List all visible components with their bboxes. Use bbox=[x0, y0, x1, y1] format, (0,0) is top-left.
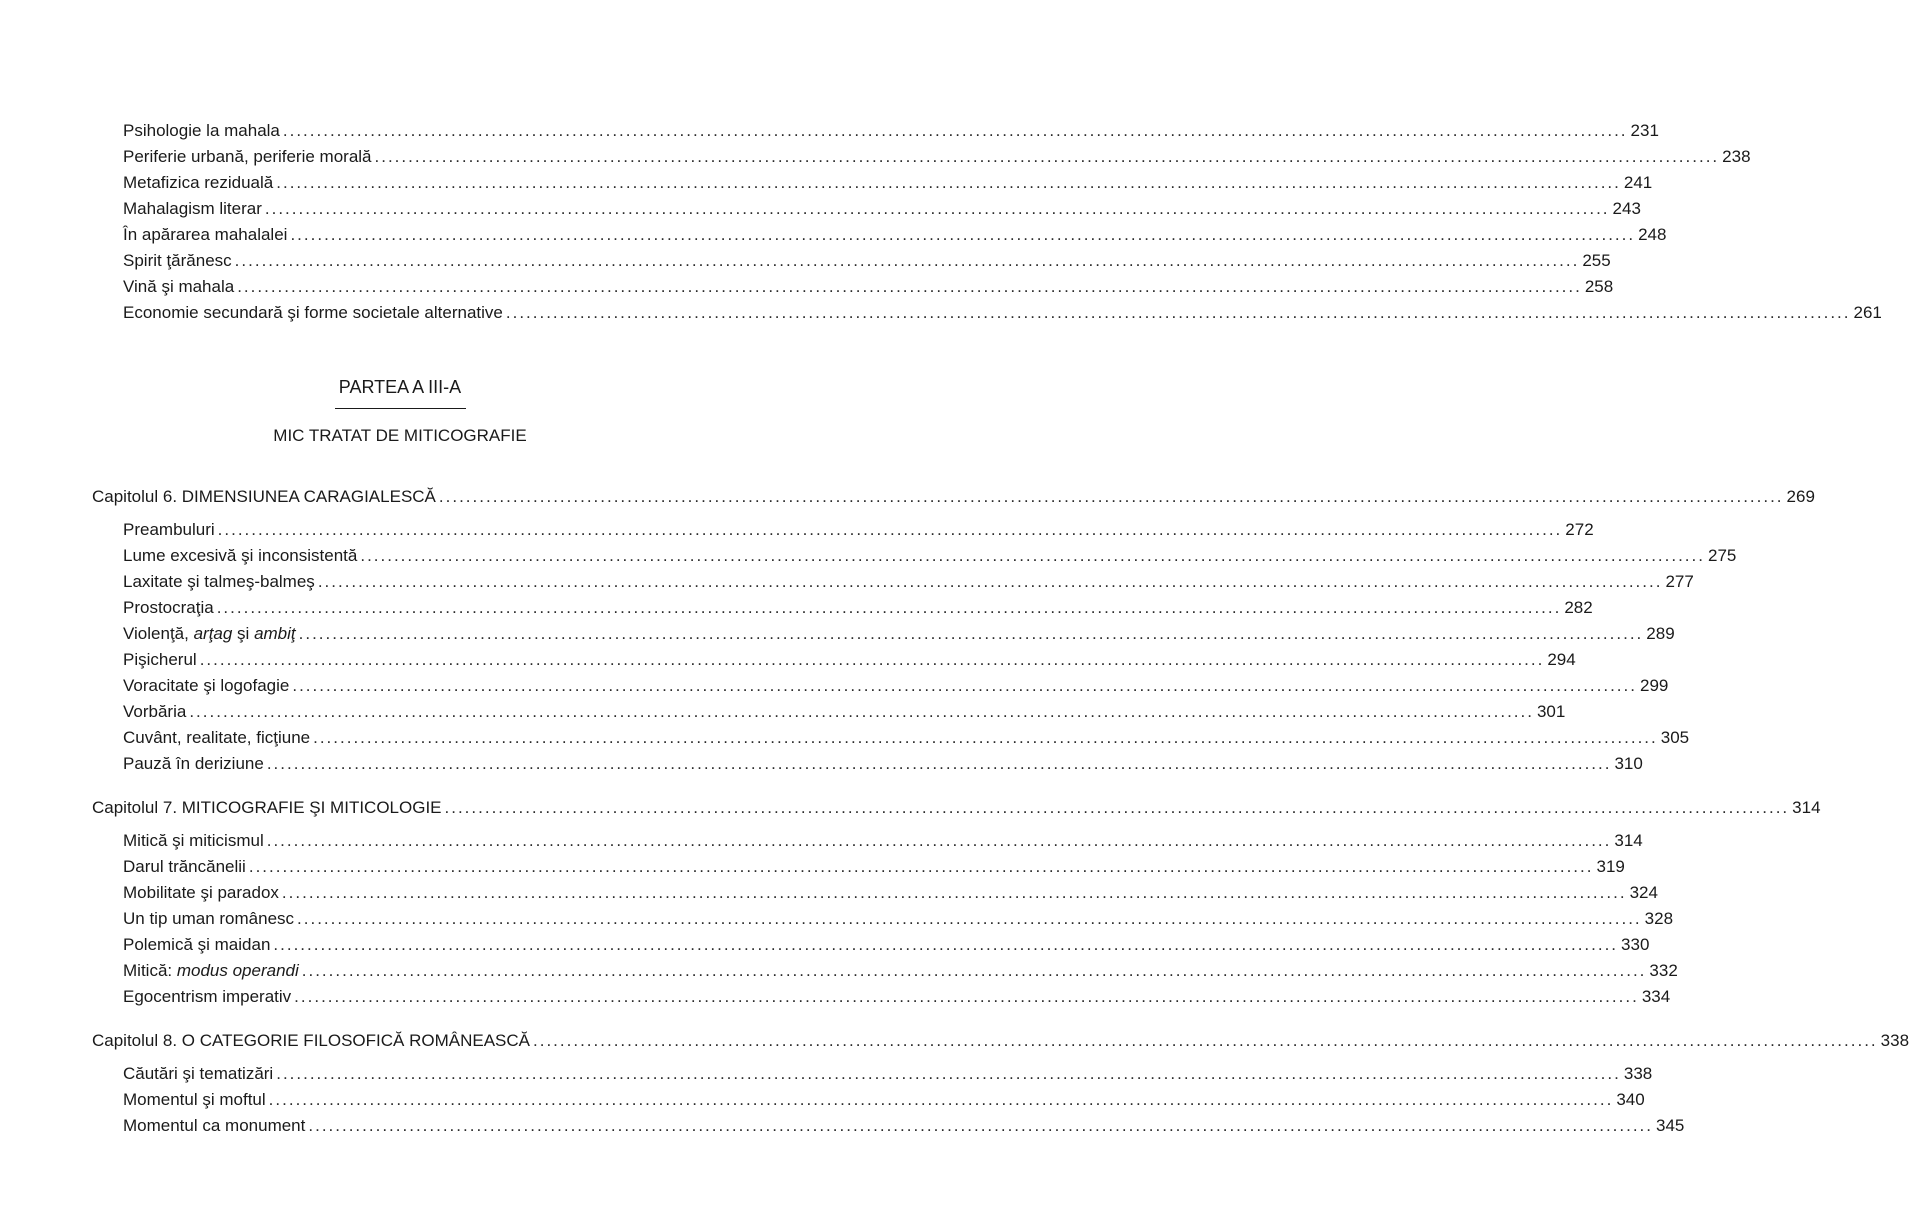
part-heading bbox=[0, 374, 800, 400]
toc-entry-title: Pişicherul bbox=[123, 650, 197, 669]
toc-entry-title: Spirit ţărănesc bbox=[123, 251, 232, 270]
part-heading-text: PARTEA A III-A bbox=[338, 377, 462, 397]
toc-entry[interactable] bbox=[123, 673, 1669, 699]
toc-entry-page: 324 bbox=[1629, 883, 1658, 902]
toc-entry-title: În apărarea mahalalei bbox=[123, 225, 288, 244]
toc-entry[interactable] bbox=[123, 854, 1625, 880]
dot-leader: ........................................................................................................................................................................................................ bbox=[276, 1064, 1621, 1083]
title-part: Mitică: bbox=[123, 961, 177, 980]
toc-entry-title: Un tip uman românesc bbox=[123, 909, 295, 928]
toc-entry[interactable] bbox=[123, 1061, 1653, 1087]
toc-entry-title: Mitică şi miticismul bbox=[123, 831, 264, 850]
toc-entry-page: 294 bbox=[1547, 650, 1576, 669]
chapter-title: Capitolul 8. O CATEGORIE FILOSOFICĂ ROMÂNEASCĂ bbox=[92, 1031, 531, 1050]
chapter-title: Capitolul 7. MITICOGRAFIE ŞI MITICOLOGIE bbox=[92, 798, 442, 817]
toc-entry-page: 330 bbox=[1621, 935, 1650, 954]
dot-leader: ........................................................................................................................................................................................................ bbox=[360, 546, 1705, 565]
dot-leader: ........................................................................................................................................................................................................ bbox=[297, 909, 1642, 928]
toc-entry[interactable] bbox=[123, 932, 1650, 958]
toc-entry[interactable] bbox=[123, 725, 1690, 751]
toc-entry-page: 248 bbox=[1638, 225, 1667, 244]
toc-entry-page: 332 bbox=[1649, 961, 1678, 980]
dot-leader: ........................................................................................................................................................................................................ bbox=[294, 987, 1639, 1006]
toc-entry-title bbox=[123, 621, 296, 647]
dot-leader: ........................................................................................................................................................................................................ bbox=[301, 961, 1647, 980]
dot-leader: ........................................................................................................................................................................................................ bbox=[216, 598, 1562, 617]
dot-leader: ........................................................................................................................................................................................................ bbox=[438, 487, 1784, 506]
toc-entry-title: Vină şi mahala bbox=[123, 277, 235, 296]
toc-entry[interactable] bbox=[123, 222, 1667, 248]
title-part: şi bbox=[232, 624, 255, 643]
toc-entry-page: 328 bbox=[1644, 909, 1674, 928]
title-part-italic: ambiţ bbox=[254, 624, 296, 643]
title-part-italic: arţag bbox=[193, 624, 233, 643]
toc-entry-title: Preambuluri bbox=[123, 520, 215, 539]
dot-leader: ........................................................................................................................................................................................................ bbox=[292, 676, 1637, 695]
dot-leader: ........................................................................................................................................................................................................ bbox=[505, 303, 1851, 322]
dot-leader: ........................................................................................................................................................................................................ bbox=[298, 624, 1644, 643]
toc-entry-title: Polemică şi maidan bbox=[123, 935, 271, 954]
toc-entry-title: Cuvânt, realitate, ficţiune bbox=[123, 728, 311, 747]
toc-entry-title: Prostocraţia bbox=[123, 598, 214, 617]
dot-leader: ........................................................................................................................................................................................................ bbox=[313, 728, 1658, 747]
dot-leader: ........................................................................................................................................................................................................ bbox=[268, 1090, 1614, 1109]
toc-entry[interactable] bbox=[123, 274, 1614, 300]
toc-entry[interactable] bbox=[123, 751, 1643, 777]
toc-entry[interactable] bbox=[123, 248, 1611, 274]
toc-entry-page: 319 bbox=[1596, 857, 1625, 876]
toc-entry-page: 277 bbox=[1665, 572, 1694, 591]
toc-entry-title: Pauză în deriziune bbox=[123, 754, 264, 773]
chapter-heading[interactable] bbox=[92, 484, 1815, 510]
toc-entry-page: 272 bbox=[1565, 520, 1594, 539]
toc-entry-page: 338 bbox=[1623, 1064, 1653, 1083]
part-heading-underline bbox=[335, 408, 466, 409]
dot-leader: ........................................................................................................................................................................................................ bbox=[199, 650, 1545, 669]
toc-entry-page: 255 bbox=[1582, 251, 1611, 270]
toc-entry[interactable] bbox=[123, 517, 1594, 543]
dot-leader: ........................................................................................................................................................................................................ bbox=[444, 798, 1790, 817]
toc-entry-page: 282 bbox=[1564, 598, 1593, 617]
toc-entry-page: 305 bbox=[1660, 728, 1690, 747]
dot-leader: ........................................................................................................................................................................................................ bbox=[248, 857, 1594, 876]
toc-entry-page: 258 bbox=[1584, 277, 1614, 296]
toc-entry[interactable] bbox=[123, 958, 1678, 984]
toc-entry[interactable] bbox=[123, 569, 1694, 595]
toc-entry[interactable] bbox=[123, 595, 1593, 621]
toc-entry-page: 261 bbox=[1853, 303, 1882, 322]
toc-entry-title: Economie secundară şi forme societale alternative bbox=[123, 303, 503, 322]
dot-leader: ........................................................................................................................................................................................................ bbox=[237, 277, 1582, 296]
toc-entry-title: Egocentrism imperativ bbox=[123, 987, 292, 1006]
toc-entry-title: Periferie urbană, periferie morală bbox=[123, 147, 372, 166]
toc-entry[interactable] bbox=[123, 699, 1566, 725]
chapter-page: 314 bbox=[1792, 798, 1821, 817]
chapter-title: Capitolul 6. DIMENSIUNEA CARAGIALESCĂ bbox=[92, 487, 436, 506]
toc-entry[interactable] bbox=[123, 118, 1659, 144]
toc-entry-title: Momentul şi moftul bbox=[123, 1090, 266, 1109]
toc-entry-page: 299 bbox=[1639, 676, 1669, 695]
toc-entry-title: Mahalagism literar bbox=[123, 199, 262, 218]
chapter-heading[interactable] bbox=[92, 795, 1821, 821]
dot-leader: ........................................................................................................................................................................................................ bbox=[276, 173, 1621, 192]
dot-leader: ........................................................................................................................................................................................................ bbox=[290, 225, 1636, 244]
toc-entry-page: 241 bbox=[1623, 173, 1653, 192]
dot-leader: ........................................................................................................................................................................................................ bbox=[317, 572, 1663, 591]
toc-entry[interactable] bbox=[123, 1087, 1645, 1113]
toc-entry[interactable] bbox=[123, 647, 1576, 673]
dot-leader: ........................................................................................................................................................................................................ bbox=[282, 121, 1628, 140]
toc-entry-page: 334 bbox=[1641, 987, 1671, 1006]
toc-entry-title: Vorbăria bbox=[123, 702, 187, 721]
toc-entry[interactable] bbox=[123, 170, 1653, 196]
dot-leader: ........................................................................................................................................................................................................ bbox=[266, 754, 1612, 773]
toc-entry-page: 243 bbox=[1612, 199, 1641, 218]
toc-entry-title: Darul trăncănelii bbox=[123, 857, 246, 876]
dot-leader: ........................................................................................................................................................................................................ bbox=[374, 147, 1720, 166]
chapter-page: 269 bbox=[1786, 487, 1815, 506]
dot-leader: ........................................................................................................................................................................................................ bbox=[217, 520, 1563, 539]
toc-entry-title: Mobilitate şi paradox bbox=[123, 883, 279, 902]
toc-entry-title: Lume excesivă şi inconsistentă bbox=[123, 546, 358, 565]
toc-entry-title: Voracitate şi logofagie bbox=[123, 676, 290, 695]
part-subtitle: MIC TRATAT DE MITICOGRAFIE bbox=[273, 426, 527, 445]
dot-leader: ........................................................................................................................................................................................................ bbox=[266, 831, 1612, 850]
toc-entry-page: 231 bbox=[1630, 121, 1659, 140]
toc-entry-title: Căutări şi tematizări bbox=[123, 1064, 274, 1083]
chapter-page: 338 bbox=[1880, 1031, 1909, 1050]
dot-leader: ........................................................................................................................................................................................................ bbox=[264, 199, 1610, 218]
dot-leader: ........................................................................................................................................................................................................ bbox=[273, 935, 1619, 954]
toc-entry[interactable] bbox=[123, 196, 1641, 222]
toc-entry[interactable] bbox=[123, 1113, 1685, 1139]
toc-entry-title: Momentul ca monument bbox=[123, 1116, 306, 1135]
dot-leader: ........................................................................................................................................................................................................ bbox=[533, 1031, 1878, 1050]
toc-entry[interactable] bbox=[123, 300, 1882, 326]
toc-entry-page: 301 bbox=[1536, 702, 1566, 721]
chapter-heading[interactable] bbox=[92, 1028, 1909, 1054]
toc-entry-title bbox=[123, 958, 299, 984]
dot-leader: ........................................................................................................................................................................................................ bbox=[308, 1116, 1654, 1135]
toc-entry-page: 340 bbox=[1616, 1090, 1645, 1109]
toc-entry-title: Laxitate şi talmeş-balmeş bbox=[123, 572, 315, 591]
toc-entry-page: 238 bbox=[1722, 147, 1751, 166]
title-part: Violenţă, bbox=[123, 624, 194, 643]
toc-entry[interactable] bbox=[123, 828, 1643, 854]
dot-leader: ........................................................................................................................................................................................................ bbox=[281, 883, 1627, 902]
toc-entry[interactable] bbox=[123, 144, 1751, 170]
toc-entry-title: Metafizica reziduală bbox=[123, 173, 274, 192]
toc-entry[interactable] bbox=[123, 984, 1671, 1010]
toc-entry-page: 275 bbox=[1707, 546, 1737, 565]
toc-entry-page: 345 bbox=[1656, 1116, 1685, 1135]
title-part-italic: modus operandi bbox=[176, 961, 299, 980]
toc-entry[interactable] bbox=[123, 621, 1675, 647]
dot-leader: ........................................................................................................................................................................................................ bbox=[189, 702, 1534, 721]
toc-entry-page: 289 bbox=[1646, 624, 1675, 643]
toc-entry[interactable] bbox=[123, 543, 1737, 569]
dot-leader: ........................................................................................................................................................................................................ bbox=[234, 251, 1580, 270]
toc-entry-page: 314 bbox=[1614, 831, 1643, 850]
toc-entry[interactable] bbox=[123, 880, 1658, 906]
toc-entry-title: Psihologie la mahala bbox=[123, 121, 280, 140]
toc-entry-page: 310 bbox=[1614, 754, 1643, 773]
toc-entry[interactable] bbox=[123, 906, 1674, 932]
